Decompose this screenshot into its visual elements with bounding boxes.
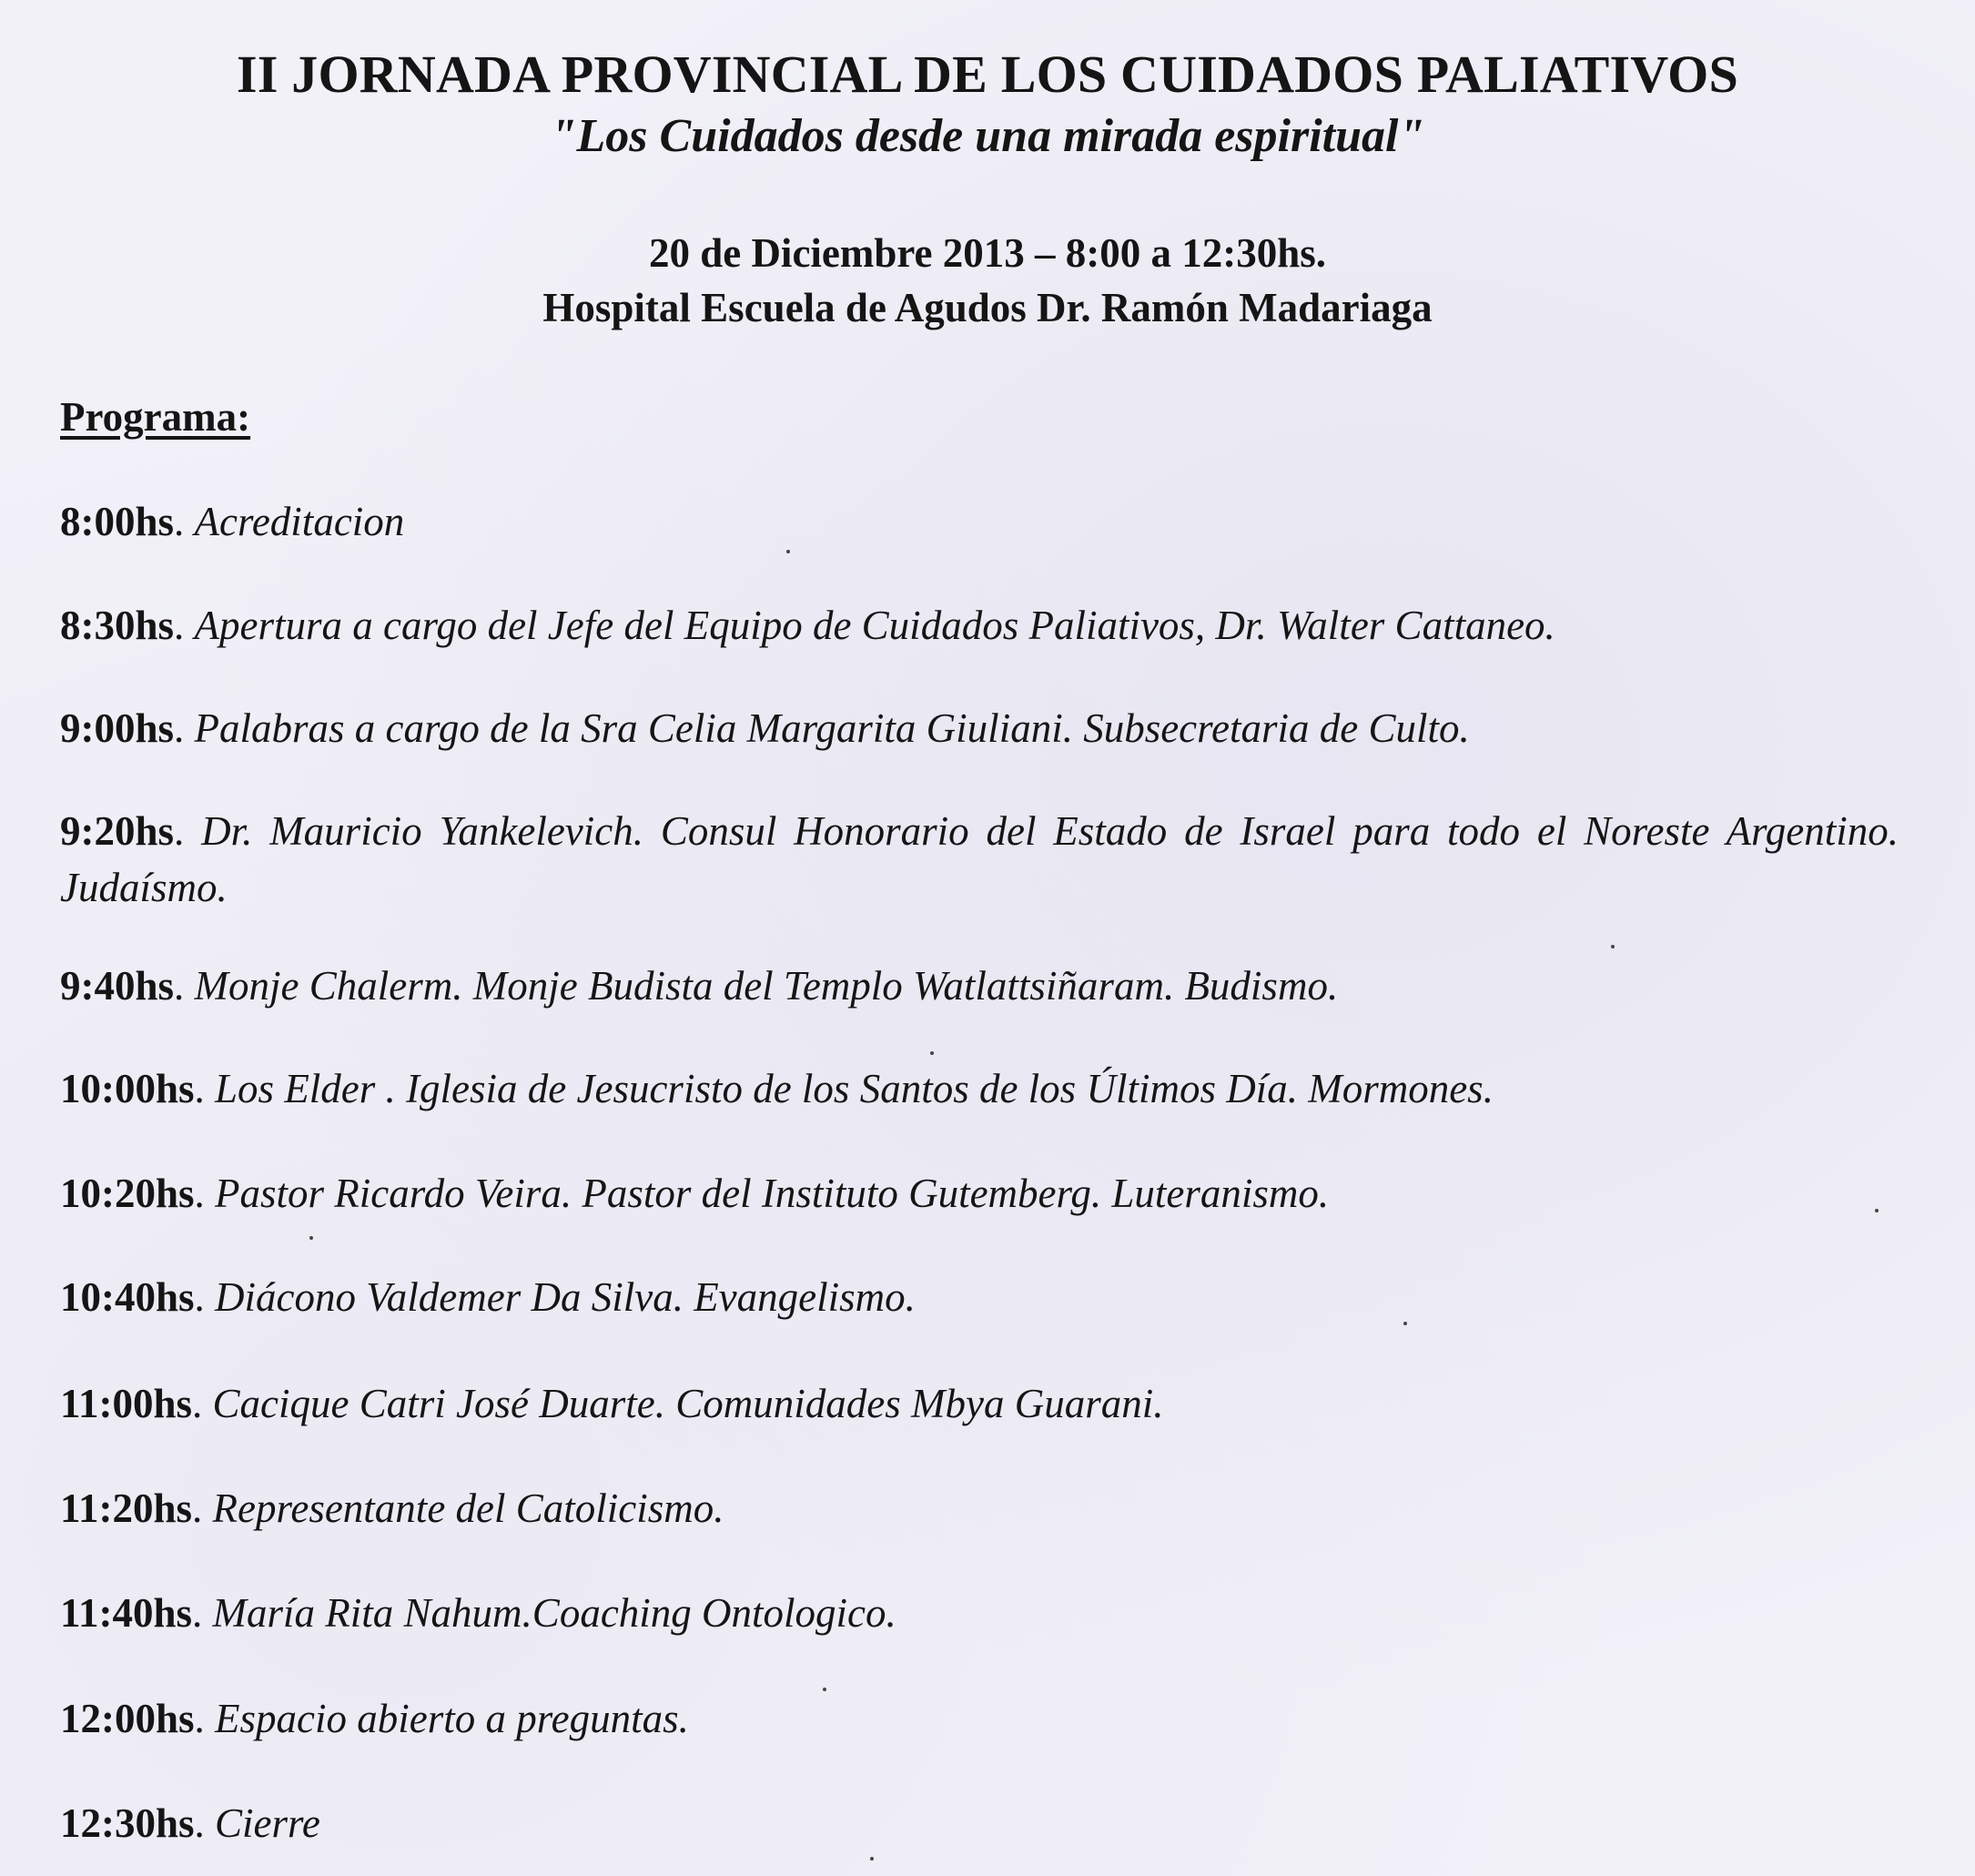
schedule-separator: . xyxy=(194,1066,216,1111)
schedule-time: 8:00hs xyxy=(60,499,175,544)
schedule-item xyxy=(60,1480,1899,1536)
schedule-description: Espacio abierto a preguntas. xyxy=(215,1696,689,1741)
schedule-time: 11:00hs xyxy=(60,1381,193,1426)
event-venue: Hospital Escuela de Agudos Dr. Ramón Madariaga xyxy=(542,285,1433,330)
schedule-description: Acreditacion xyxy=(194,499,405,544)
schedule-description: Pastor Ricardo Veira. Pastor del Instituto Gutemberg. Luteranismo. xyxy=(215,1171,1330,1216)
document-title: II JORNADA PROVINCIAL DE LOS CUIDADOS PALIATIVOS xyxy=(237,45,1738,104)
schedule-item xyxy=(60,1795,1899,1851)
schedule-time: 12:00hs xyxy=(60,1696,195,1741)
schedule-item xyxy=(60,597,1899,654)
schedule-description: Representante del Catolicismo. xyxy=(212,1486,724,1531)
scan-speck xyxy=(1403,1322,1407,1325)
schedule-time: 10:20hs xyxy=(60,1171,195,1216)
schedule-separator: . xyxy=(194,1274,216,1320)
schedule-description: Diácono Valdemer Da Silva. Evangelismo. xyxy=(215,1274,916,1320)
program-heading: Programa: xyxy=(60,394,251,440)
schedule-separator: . xyxy=(174,603,195,648)
schedule-item xyxy=(60,1375,1899,1432)
schedule-separator: . xyxy=(192,1486,213,1531)
schedule-item xyxy=(60,803,1899,916)
schedule-separator: . xyxy=(174,963,195,1009)
scan-speck xyxy=(309,1236,313,1240)
schedule-time: 11:20hs xyxy=(60,1486,193,1531)
schedule-separator: . xyxy=(194,1800,216,1846)
scan-speck xyxy=(870,1857,874,1861)
schedule-time: 9:20hs xyxy=(60,808,175,854)
schedule-separator: . xyxy=(194,1696,216,1741)
schedule-description: Apertura a cargo del Jefe del Equipo de Cuidados Paliativos, Dr. Walter Cattaneo. xyxy=(194,603,1555,648)
schedule-description: Palabras a cargo de la Sra Celia Margarita Giuliani. Subsecretaria de Culto. xyxy=(194,705,1470,751)
schedule-time: 9:00hs xyxy=(60,705,175,751)
schedule-item xyxy=(60,1269,1899,1325)
schedule-time: 12:30hs xyxy=(60,1800,195,1846)
schedule-description: Cierre xyxy=(215,1800,320,1846)
schedule-description: Dr. Mauricio Yankelevich. Consul Honorario del Estado de Israel para todo el Noreste Argentino. Judaísmo. xyxy=(60,808,1899,910)
schedule-item xyxy=(60,1585,1899,1641)
schedule-separator: . xyxy=(194,1171,216,1216)
schedule-separator: . xyxy=(174,499,195,544)
schedule-separator: . xyxy=(174,705,195,751)
schedule-description: Cacique Catri José Duarte. Comunidades Mbya Guarani. xyxy=(212,1381,1164,1426)
schedule-time: 10:00hs xyxy=(60,1066,195,1111)
scan-speck xyxy=(930,1051,934,1055)
event-date: 20 de Diciembre 2013 – 8:00 a 12:30hs. xyxy=(648,230,1327,276)
schedule-item xyxy=(60,493,1899,550)
schedule-time: 8:30hs xyxy=(60,603,175,648)
schedule-item xyxy=(60,1690,1899,1747)
schedule-time: 11:40hs xyxy=(60,1590,193,1636)
schedule-time: 10:40hs xyxy=(60,1274,195,1320)
schedule-description: Los Elder . Iglesia de Jesucristo de los Santos de los Últimos Día. Mormones. xyxy=(215,1066,1494,1111)
schedule-separator: . xyxy=(192,1590,213,1636)
scan-speck xyxy=(1611,945,1615,948)
schedule-description: Monje Chalerm. Monje Budista del Templo Watlattsiñaram. Budismo. xyxy=(194,963,1339,1009)
scan-speck xyxy=(1875,1209,1879,1212)
schedule-item xyxy=(60,1165,1899,1222)
schedule-item xyxy=(60,1060,1899,1117)
schedule-item xyxy=(60,958,1899,1014)
schedule-time: 9:40hs xyxy=(60,963,175,1009)
scan-speck xyxy=(823,1688,826,1691)
schedule-separator: . xyxy=(192,1381,213,1426)
schedule-separator: . xyxy=(174,808,202,854)
schedule-item xyxy=(60,700,1899,756)
document-subtitle: "Los Cuidados desde una mirada espiritual" xyxy=(550,110,1425,162)
schedule-description: María Rita Nahum.Coaching Ontologico. xyxy=(212,1590,896,1636)
scan-speck xyxy=(786,550,790,553)
